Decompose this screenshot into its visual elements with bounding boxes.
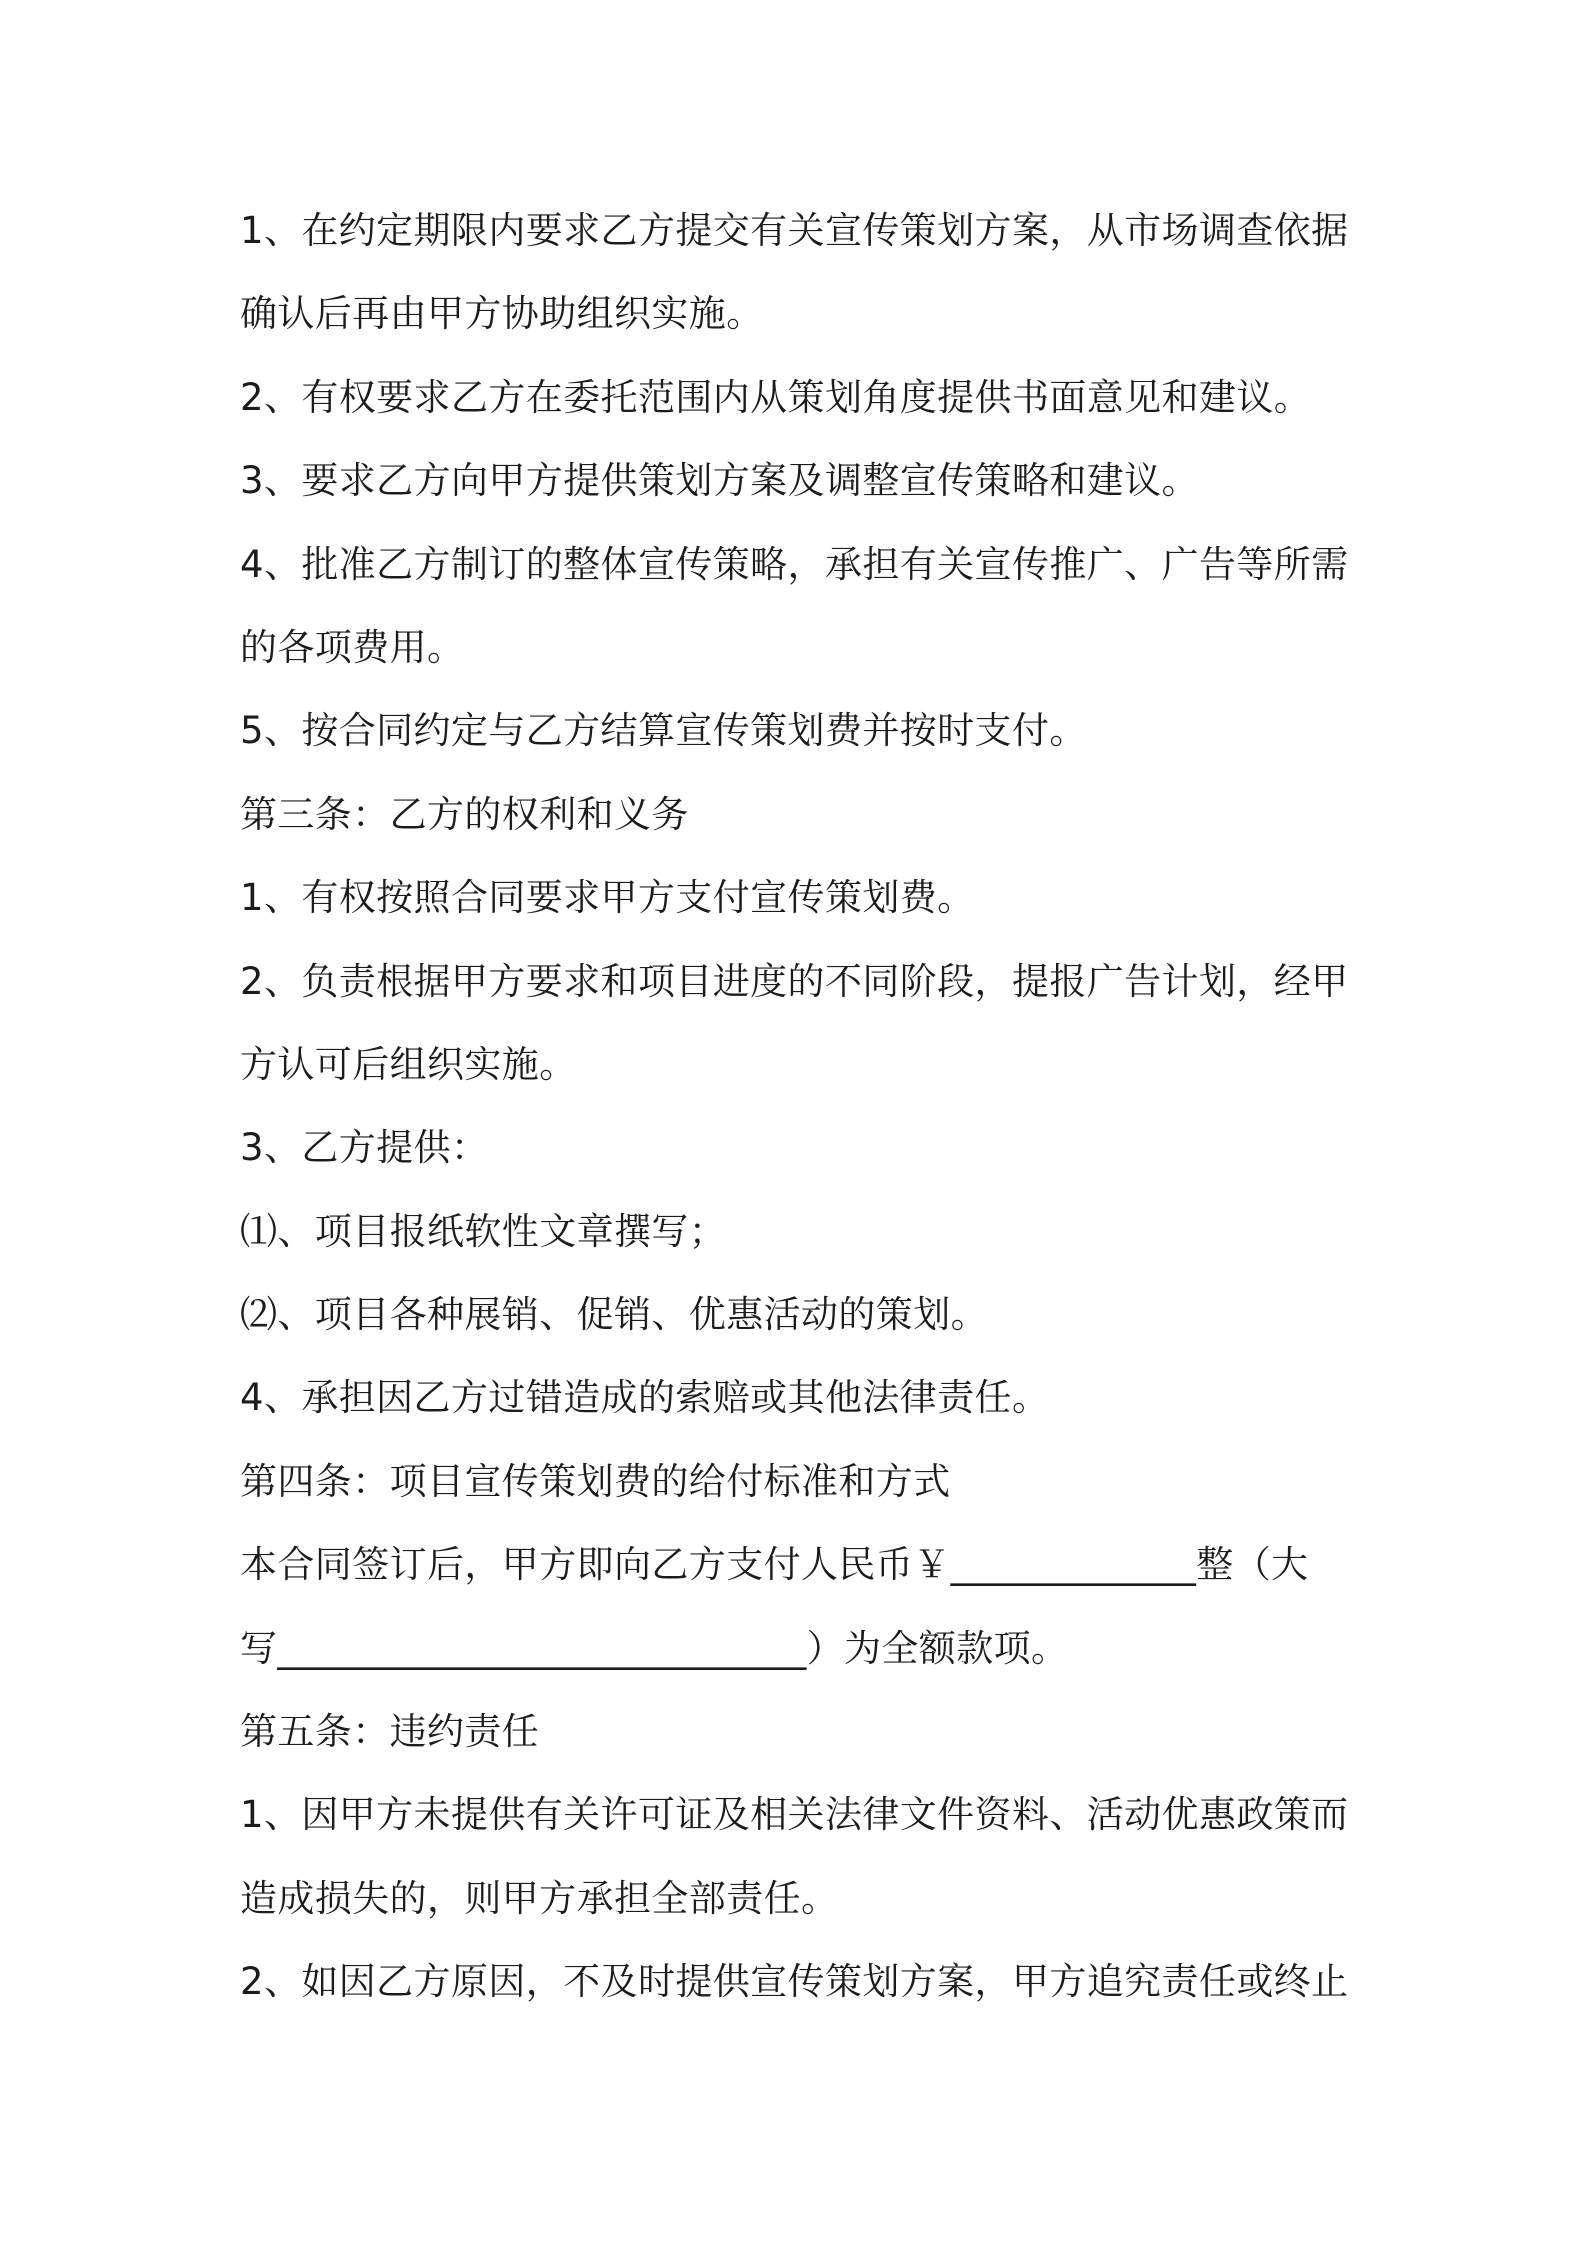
section-heading: 第四条：项目宣传策划费的给付标准和方式 bbox=[240, 1459, 951, 1503]
text-line: 1、因甲方未提供有关许可证及相关法律文件资料、活动优惠政策而 bbox=[240, 1793, 1349, 1837]
text-line: 本合同签订后，甲方即向乙方支付人民币￥_____________整（大 bbox=[240, 1543, 1309, 1587]
document-body bbox=[240, 189, 1360, 2024]
text-line: 2、如因乙方原因，不及时提供宣传策划方案，甲方追究责任或终止 bbox=[240, 1960, 1349, 2004]
text-line: 的各项费用。 bbox=[240, 625, 465, 669]
text-line: 4、批准乙方制订的整体宣传策略，承担有关宣传推广、广告等所需 bbox=[240, 542, 1349, 586]
text-line: 4、承担因乙方过错造成的索赔或其他法律责任。 bbox=[240, 1376, 1050, 1420]
section-heading: 第五条：违约责任 bbox=[240, 1710, 540, 1754]
text-line: 确认后再由甲方协助组织实施。 bbox=[240, 292, 764, 336]
text-line: 2、负责根据甲方要求和项目进度的不同阶段，提报广告计划，经甲 bbox=[240, 959, 1349, 1003]
text-line: 1、有权按照合同要求甲方支付宣传策划费。 bbox=[240, 876, 975, 920]
text-line: 方认可后组织实施。 bbox=[240, 1042, 577, 1086]
text-line: ⑴、项目报纸软性文章撰写； bbox=[240, 1209, 727, 1253]
section-heading: 第三条：乙方的权利和义务 bbox=[240, 792, 689, 836]
text-line: 5、按合同约定与乙方结算宣传策划费并按时支付。 bbox=[240, 709, 1087, 753]
text-line: 写____________________________）为全额款项。 bbox=[240, 1626, 1069, 1670]
text-line: 造成损失的，则甲方承担全部责任。 bbox=[240, 1876, 839, 1920]
text-line: 3、要求乙方向甲方提供策划方案及调整宣传策略和建议。 bbox=[240, 459, 1199, 503]
text-line: 1、在约定期限内要求乙方提交有关宣传策划方案，从市场调查依据 bbox=[240, 209, 1349, 252]
text-line: 3、乙方提供： bbox=[240, 1126, 489, 1170]
text-line: ⑵、项目各种展销、促销、优惠活动的策划。 bbox=[240, 1293, 988, 1337]
text-line: 2、有权要求乙方在委托范围内从策划角度提供书面意见和建议。 bbox=[240, 375, 1312, 419]
